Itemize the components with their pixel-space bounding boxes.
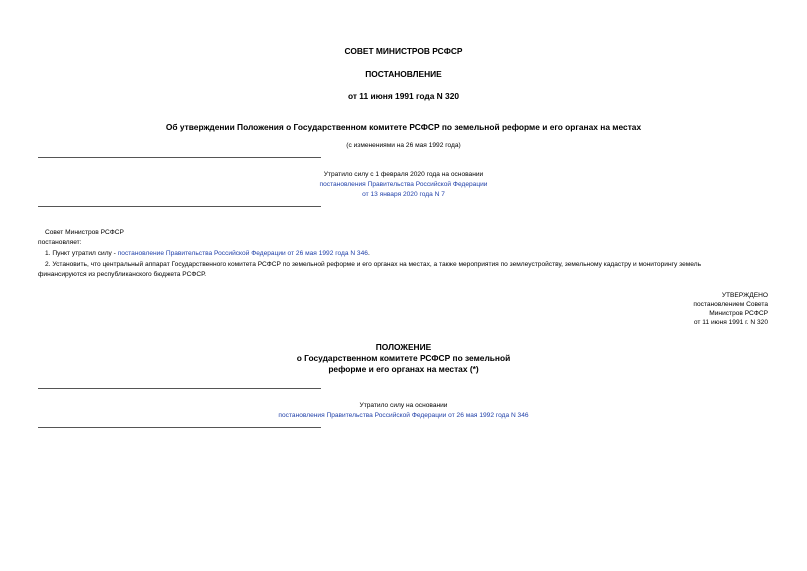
approval-line-4: от 11 июня 1991 г. N 320 [693, 319, 768, 326]
item-2-line-2: финансируются из республиканского бюджета РСФСР. [38, 271, 207, 278]
approval-block [693, 291, 768, 327]
intro-council: Совет Министров РСФСР [45, 229, 124, 236]
document-title: Об утверждении Положения о Государственном комитете РСФСР по земельной реформе и его органах на местах [165, 122, 642, 132]
repeal-notice-link-1[interactable]: постановления Правительства Российской Федерации [319, 181, 488, 188]
intro-resolves: постановляет: [38, 239, 82, 246]
divider-4 [38, 427, 321, 428]
regulation-title: ПОЛОЖЕНИЕ [375, 342, 432, 352]
repeal-notice-link-2[interactable]: от 13 января 2020 года N 7 [362, 191, 445, 198]
date-number: от 11 июня 1991 года N 320 [347, 91, 460, 101]
item-1-suffix: . [367, 250, 370, 257]
divider-3 [38, 388, 321, 389]
item-2-line-1: 2. Установить, что центральный аппарат Государственного комитета РСФСР по земельной реформе и его органах на местах, а также мероприятия по землеустройству, земельному кадастру и мониторингу земель [45, 261, 702, 268]
divider-2 [38, 206, 321, 207]
approval-line-3: Министров РСФСР [709, 310, 768, 317]
repeal-notice-text: Утратило силу с 1 февраля 2020 года на основании [323, 171, 484, 178]
doc-type-heading: ПОСТАНОВЛЕНИЕ [365, 69, 442, 79]
regulation-subtitle-1: о Государственном комитете РСФСР по земельной [296, 353, 511, 363]
amendments-note: (с изменениями на 26 мая 1992 года) [346, 142, 461, 149]
divider-1 [38, 157, 321, 158]
regulation-subtitle-2: реформе и его органах на местах (*) [328, 364, 479, 374]
council-heading: СОВЕТ МИНИСТРОВ РСФСР [344, 46, 463, 56]
regulation-repeal-text: Утратило силу на основании [359, 402, 448, 409]
item-1-prefix: 1. Пункт утратил силу - [45, 250, 118, 257]
approval-line-1: УТВЕРЖДЕНО [721, 292, 768, 299]
item-1-link[interactable]: постановление Правительства Российской Федерации от 26 мая 1992 года N 346 [117, 250, 368, 257]
item-1 [45, 249, 370, 258]
approval-line-2: постановлением Совета [693, 301, 768, 308]
regulation-repeal-link[interactable]: постановления Правительства Российской Федерации от 26 мая 1992 года N 346 [278, 412, 529, 419]
